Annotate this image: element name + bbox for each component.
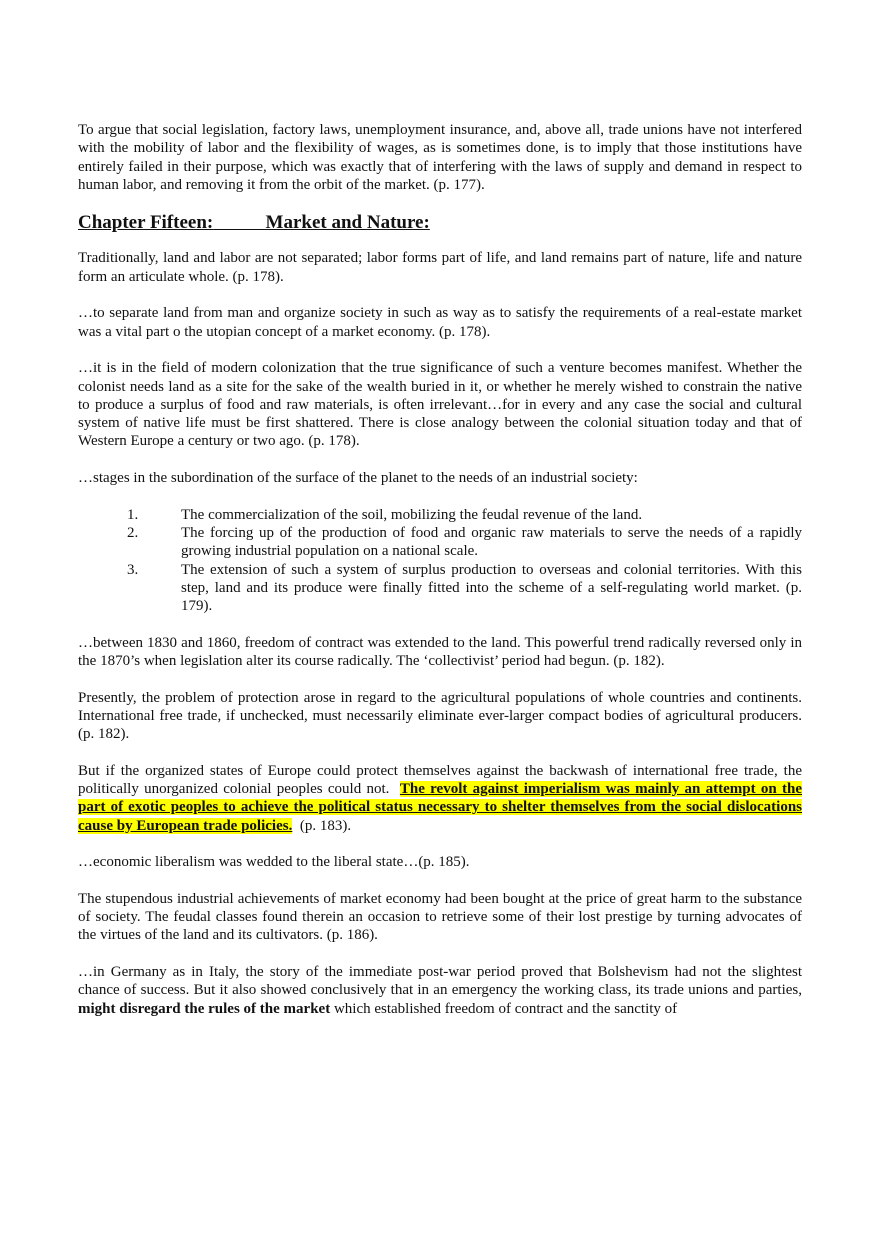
paragraph-liberalism: …economic liberalism was wedded to the liberal state…(p. 185). <box>78 854 470 871</box>
bold-phrase: might disregard the rules of the market <box>78 1000 331 1017</box>
list-number: 3. <box>127 561 139 578</box>
paragraph-protection: Presently, the problem of protection arose in regard to the agricultural populations of whole countries and continents. International free trade, if unchecked, must necessarily eliminate ever-larger compact bodies of agricultural producers. (p. 182). <box>78 689 802 743</box>
paragraph-separate-land: …to separate land from man and organize society in such as way as to satisfy the requirements of a real-estate market was a vital part o the utopian concept of a market economy. (p. 178). <box>78 305 802 340</box>
list-number: 1. <box>127 506 139 523</box>
document-page <box>78 121 806 1036</box>
list-text: The extension of such a system of surplus production to overseas and colonial territories. With this step, land and its produce were finally fitted into the scheme of a self-regulating world market. (p. 179). <box>181 561 802 615</box>
paragraph-imperialism <box>78 762 806 835</box>
stages-list <box>78 506 802 616</box>
paragraph-labor-mobility: To argue that social legislation, factory laws, unemployment insurance, and, above all, trade unions have not interfered with the mobility of labor and the flexibility of wages, as is sometimes done, is to imply that those institutions have entirely failed in their purpose, which was exactly that of interfering with the laws of supply and demand in respect to human labor, and removing it from the orbit of the market. (p. 177). <box>78 122 802 193</box>
germany-intro-text: …in Germany as in Italy, the story of the immediate post-war period proved that Bolshevism had not the slightest chance of success. But it also showed conclusively that in an emergency the working class, its trade unions and parties, <box>78 964 802 999</box>
paragraph-stages-intro: …stages in the subordination of the surface of the planet to the needs of an industrial society: <box>78 470 638 487</box>
paragraph-germany-italy <box>78 963 802 1018</box>
paragraph-industrial-achievements: The stupendous industrial achievements of market economy had been bought at the price of great harm to the substance of society. The feudal classes found therein an occasion to retrieve some of their lost prestige by turning advocates of the virtues of the land and its cultivators. (p. 186). <box>78 890 802 944</box>
imperialism-citation: (p. 183). <box>292 817 352 834</box>
chapter-heading <box>78 212 802 234</box>
germany-continued-text: which established freedom of contract and the sanctity of <box>330 1000 678 1017</box>
paragraph-freedom-contract: …between 1830 and 1860, freedom of contract was extended to the land. This powerful trend radically reversed only in the 1870’s when legislation alter its course radically. The ‘collectivist’ period had begun. (p. 182). <box>78 634 802 670</box>
paragraph-colonization: …it is in the field of modern colonization that the true significance of such a venture becomes manifest. Whether the colonist needs land as a site for the sake of the wealth buried in it, or whether he merely wished to constrain the native to produce a surplus of food and raw materials, is often irrelevant…for in every and any case the social and cultural system of native life must be first shattered. There is close analogy between the colonial situation today and that of Western Europe a century or two ago. (p. 178). <box>78 360 802 450</box>
highlighted-quote: The revolt against imperialism was mainly an attempt on the part of exotic peoples to achieve the political status necessary to shelter themselves from the social dislocations cause by European trade policies. <box>78 781 802 834</box>
paragraph-land-labor: Traditionally, land and labor are not separated; labor forms part of life, and land remains part of nature, life and nature form an articulate whole. (p. 178). <box>78 250 802 285</box>
list-item <box>78 561 802 616</box>
list-item <box>78 524 802 561</box>
list-number: 2. <box>127 524 139 541</box>
list-text: The commercialization of the soil, mobilizing the feudal revenue of the land. <box>181 506 643 523</box>
chapter-title: Market and Nature: <box>265 212 430 234</box>
list-item <box>78 506 802 524</box>
list-text: The forcing up of the production of food and organic raw materials to serve the needs of a rapidly growing industrial population on a national scale. <box>181 524 802 560</box>
imperialism-intro-text: But if the organized states of Europe could protect themselves against the backwash of international free trade, the politically unorganized colonial peoples could not. <box>78 762 806 798</box>
chapter-number: Chapter Fifteen: <box>78 212 214 234</box>
